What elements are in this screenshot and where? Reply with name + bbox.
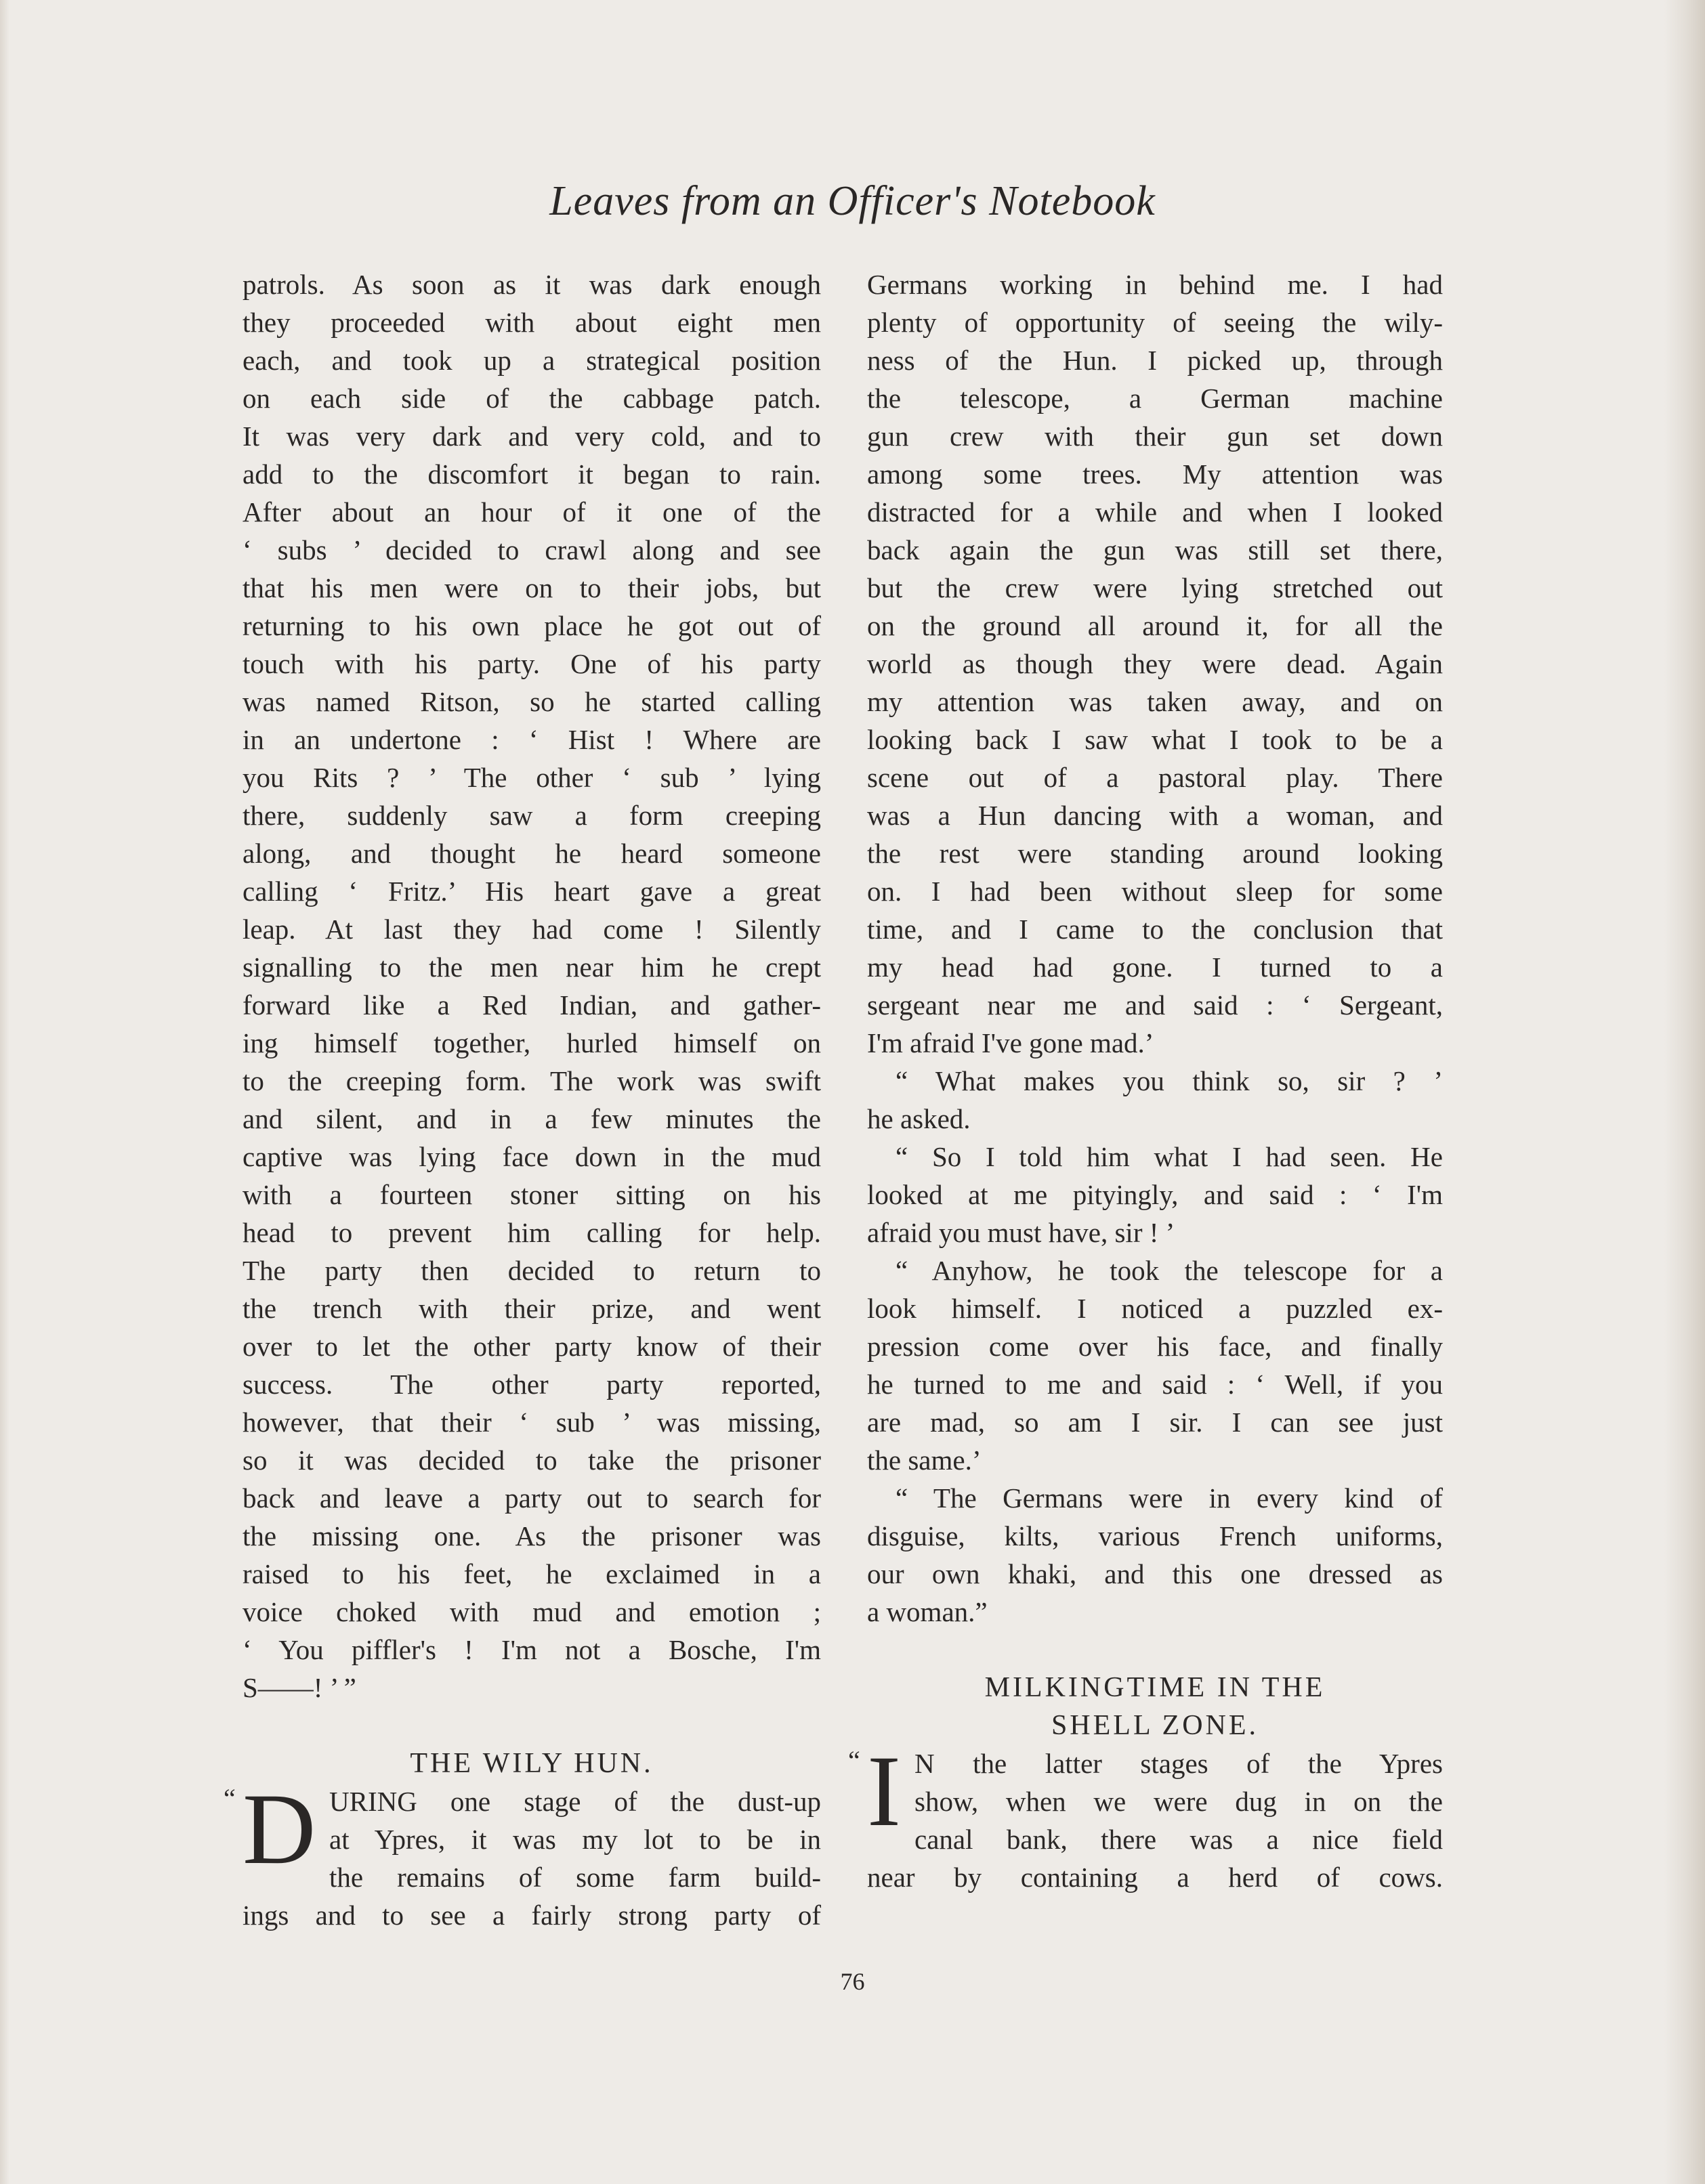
text-line: a woman.” <box>867 1596 988 1627</box>
section-heading-line-2: SHELL ZONE. <box>1051 1710 1259 1741</box>
text-line: S——! ’ ” <box>243 1672 356 1703</box>
text-line: so it was decided to take the prisoner <box>243 1444 821 1476</box>
text-line: URING one stage of the dust-up <box>329 1786 821 1817</box>
text-line: forward like a Red Indian, and gather- <box>243 989 821 1021</box>
text-line: each, and took up a strategical position <box>243 345 821 376</box>
text-line: sergeant near me and said : ‘ Sergeant, <box>867 989 1443 1021</box>
text-line: you Rits ? ’ The other ‘ sub ’ lying <box>243 762 821 793</box>
text-line: look himself. I noticed a puzzled ex- <box>867 1293 1443 1324</box>
text-line: ing himself together, hurled himself on <box>243 1027 821 1058</box>
text-line: ‘ subs ’ decided to crawl along and see <box>243 534 821 565</box>
text-line: gun crew with their gun set down <box>867 421 1443 452</box>
text-line: the telescope, a German machine <box>867 383 1443 414</box>
text-line: he turned to me and said : ‘ Well, if you <box>867 1369 1443 1400</box>
text-line: plenty of opportunity of seeing the wily- <box>867 307 1443 338</box>
text-line: looked at me pityingly, and said : ‘ I'm <box>867 1179 1443 1210</box>
text-line: show, when we were dug in on the <box>914 1786 1443 1817</box>
text-line: “ So I told him what I had seen. He <box>896 1141 1443 1172</box>
section-spacer <box>867 1631 1443 1669</box>
text-line: raised to his feet, he exclaimed in a <box>243 1558 821 1589</box>
text-line: ‘ You piffler's ! I'm not a Bosche, I'm <box>243 1634 821 1665</box>
text-line: my attention was taken away, and on <box>867 686 1443 717</box>
text-line: are mad, so am I sir. I can see just <box>867 1407 1443 1438</box>
text-line: Germans working in behind me. I had <box>867 269 1443 300</box>
text-line: over to let the other party know of their <box>243 1331 821 1362</box>
text-line: I'm afraid I've gone mad.’ <box>867 1027 1154 1058</box>
text-line: to the creeping form. The work was swift <box>243 1065 821 1096</box>
text-line: but the crew were lying stretched out <box>867 572 1443 603</box>
dropcap-paragraph <box>848 1735 1443 1896</box>
page-left-edge <box>0 0 9 2184</box>
text-line: at Ypres, it was my lot to be in <box>329 1824 821 1855</box>
text-line: It was very dark and very cold, and to <box>243 421 821 452</box>
dropcap-quote: “ <box>224 1783 236 1814</box>
text-line: and silent, and in a few minutes the <box>243 1103 821 1134</box>
text-line: the remains of some farm build- <box>329 1862 821 1893</box>
text-line: head to prevent him calling for help. <box>243 1217 821 1248</box>
text-line: the trench with their prize, and went <box>243 1293 821 1324</box>
text-line: with a fourteen stoner sitting on his <box>243 1179 821 1210</box>
text-line: canal bank, there was a nice field <box>914 1824 1443 1855</box>
text-line: The party then decided to return to <box>243 1255 821 1286</box>
section-heading: THE WILY HUN. <box>410 1748 654 1779</box>
text-line: signalling to the men near him he crept <box>243 951 821 983</box>
dropcap-paragraph <box>224 1773 821 1934</box>
text-line: leap. At last they had come ! Silently <box>243 914 821 945</box>
text-line: the same.’ <box>867 1444 982 1476</box>
text-line: scene out of a pastoral play. There <box>867 762 1443 793</box>
text-line: distracted for a while and when I looked <box>867 496 1443 528</box>
right-column <box>848 265 1443 1896</box>
text-line: looking back I saw what I took to be a <box>867 724 1443 755</box>
page-number: 76 <box>840 1968 865 1995</box>
text-line: they proceeded with about eight men <box>243 307 821 338</box>
dropcap-quote: “ <box>848 1745 860 1776</box>
text-line: that his men were on to their jobs, but <box>243 572 821 603</box>
text-line: add to the discomfort it began to rain. <box>243 458 821 490</box>
text-line: was named Ritson, so he started calling <box>243 686 821 717</box>
text-line: time, and I came to the conclusion that <box>867 914 1443 945</box>
left-column <box>224 265 821 1934</box>
text-line: along, and thought he heard someone <box>243 838 821 869</box>
text-line: on. I had been without sleep for some <box>867 876 1443 907</box>
text-line: world as though they were dead. Again <box>867 648 1443 679</box>
text-line: After about an hour of it one of the <box>243 496 821 528</box>
text-line: returning to his own place he got out of <box>243 610 821 641</box>
text-line: on the ground all around it, for all the <box>867 610 1443 641</box>
text-line: in an undertone : ‘ Hist ! Where are <box>243 724 821 755</box>
text-line: voice choked with mud and emotion ; <box>243 1596 821 1627</box>
text-line: “ What makes you think so, sir ? ’ <box>896 1065 1443 1096</box>
dropcap-letter: D <box>243 1773 316 1885</box>
text-line: success. The other party reported, <box>243 1369 821 1400</box>
text-line: ings and to see a fairly strong party of <box>243 1900 821 1931</box>
text-line: was a Hun dancing with a woman, and <box>867 800 1443 831</box>
text-line: calling ‘ Fritz.’ His heart gave a great <box>243 876 821 907</box>
text-line: ness of the Hun. I picked up, through <box>867 345 1443 376</box>
text-line: however, that their ‘ sub ’ was missing, <box>243 1407 821 1438</box>
text-line: “ Anyhow, he took the telescope for a <box>896 1255 1443 1286</box>
text-line: pression come over his face, and finally <box>867 1331 1443 1362</box>
text-line: there, suddenly saw a form creeping <box>243 800 821 831</box>
text-line: disguise, kilts, various French uniforms, <box>867 1520 1443 1551</box>
text-line: near by containing a herd of cows. <box>867 1862 1443 1893</box>
text-line: our own khaki, and this one dressed as <box>867 1558 1443 1589</box>
text-line: he asked. <box>867 1103 971 1134</box>
text-line: back again the gun was still set there, <box>867 534 1443 565</box>
text-line: back and leave a party out to search for <box>243 1482 821 1514</box>
page-right-edge <box>1664 0 1705 2184</box>
text-line: captive was lying face down in the mud <box>243 1141 821 1172</box>
text-line: on each side of the cabbage patch. <box>243 383 821 414</box>
section-heading: MILKINGTIME IN THE <box>984 1672 1326 1703</box>
text-line: “ The Germans were in every kind of <box>896 1482 1443 1514</box>
text-line: the rest were standing around looking <box>867 838 1443 869</box>
dropcap-letter: I <box>867 1735 901 1847</box>
section-spacer <box>243 1707 821 1744</box>
text-line: afraid you must have, sir ! ’ <box>867 1217 1175 1248</box>
text-line: touch with his party. One of his party <box>243 648 821 679</box>
text-line: the missing one. As the prisoner was <box>243 1520 821 1551</box>
text-line: among some trees. My attention was <box>867 458 1443 490</box>
text-line: N the latter stages of the Ypres <box>914 1748 1443 1779</box>
text-line: patrols. As soon as it was dark enough <box>243 269 821 300</box>
running-head: Leaves from an Officer's Notebook <box>549 178 1156 224</box>
text-line: my head had gone. I turned to a <box>867 951 1443 983</box>
